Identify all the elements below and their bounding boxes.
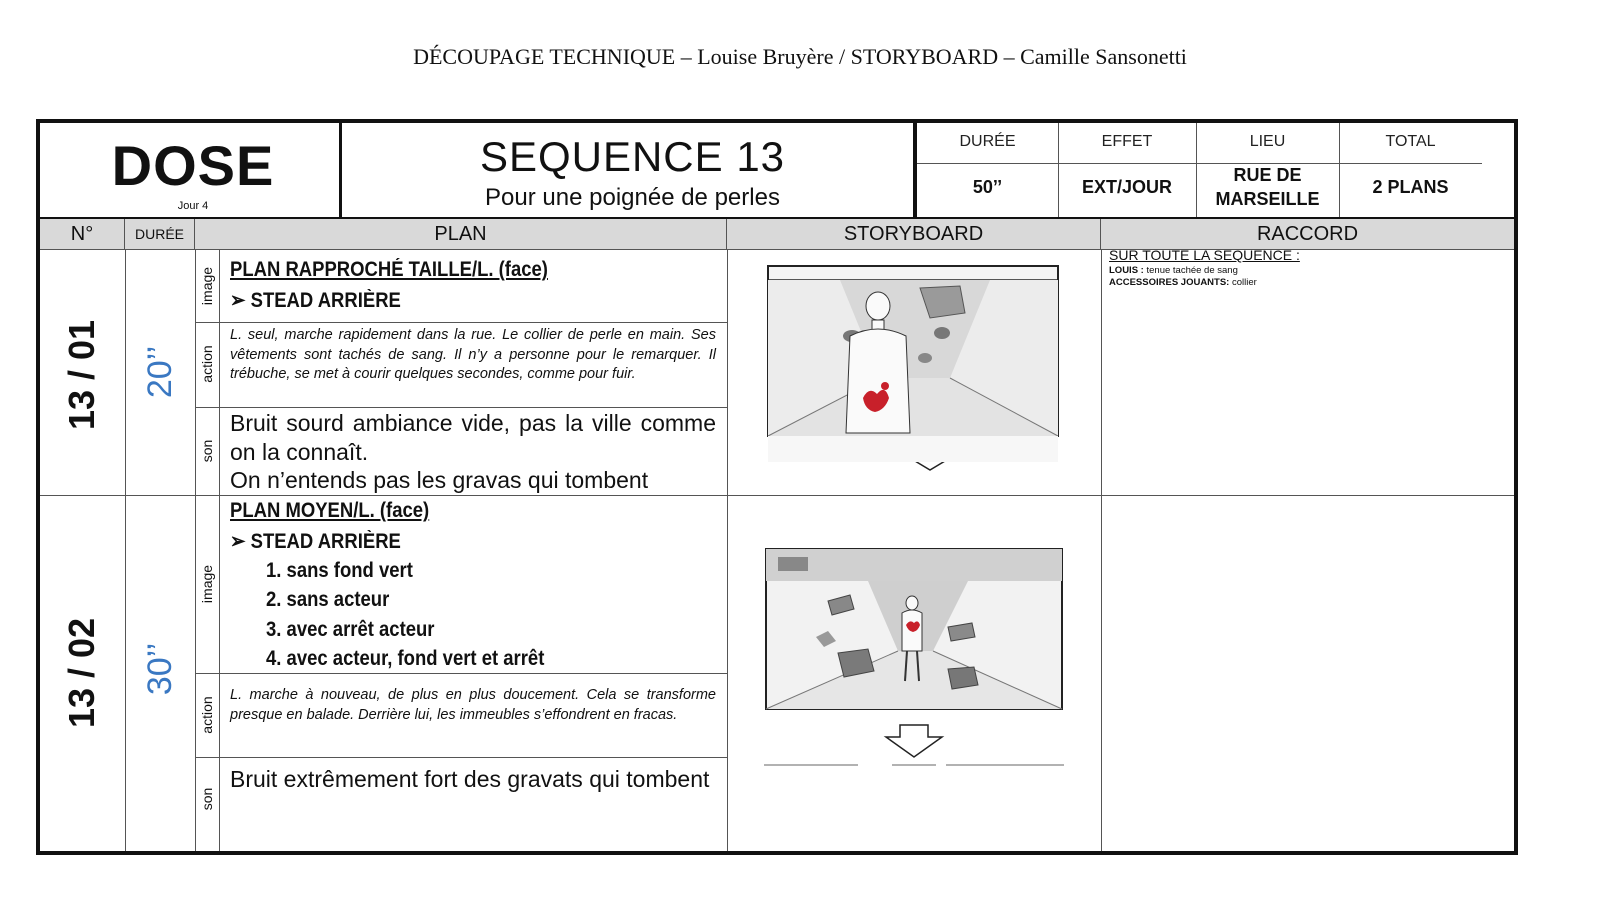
plan-line: 3. avec arrêt acteur xyxy=(266,618,435,641)
meta-value-lieu-1: RUE DE xyxy=(1233,165,1302,185)
raccord-label: ACCESSOIRES JOUANTS: xyxy=(1109,277,1230,288)
plan-title: PLAN RAPPROCHÉ TAILLE/L. (face) xyxy=(230,258,548,281)
side-label-image: image xyxy=(199,564,215,604)
raccord-line-accessoires xyxy=(1109,277,1257,288)
plan-line: 4. avec acteur, fond vert et arrêt xyxy=(266,647,545,670)
shooting-day: Jour 4 xyxy=(177,200,209,212)
col-header-duree: DURÉE xyxy=(125,219,195,250)
meta-label-lieu: LIEU xyxy=(1249,133,1286,150)
col-header-raccord: RACCORD xyxy=(1256,223,1359,245)
grid-line xyxy=(1101,250,1102,851)
raccord-value: collier xyxy=(1229,277,1257,288)
raccord-value: tenue tachée de sang xyxy=(1143,265,1238,276)
side-label-action: action xyxy=(199,696,215,734)
shot-number: 13 / 01 xyxy=(61,319,102,431)
col-header-plan: PLAN xyxy=(195,219,727,250)
meta-value-duree: 50’’ xyxy=(972,177,1003,197)
side-label-image: image xyxy=(199,266,215,306)
film-title: DOSE xyxy=(111,134,275,197)
col-header-storyboard: STORYBOARD xyxy=(727,219,1101,250)
subrow-separator xyxy=(195,673,727,674)
son-text-line2: On n’entends pas les gravas qui tombent xyxy=(230,467,649,493)
plan-line: 1. sans fond vert xyxy=(266,559,413,582)
son-text: Bruit extrêmement fort des gravats qui tombent xyxy=(230,766,710,792)
sequence-title: SEQUENCE 13 xyxy=(479,133,786,180)
shot-duration: 20’’ xyxy=(141,345,179,399)
son-text: Bruit sourd ambiance vide, pas la ville comme on la connaît. xyxy=(230,410,716,465)
shot-duration: 30’’ xyxy=(141,642,179,696)
raccord-label: LOUIS : xyxy=(1109,265,1144,276)
sequence-subtitle: Pour une poignée de perles xyxy=(485,184,780,211)
raccord-title: SUR TOUTE LA SEQUENCE : xyxy=(1109,247,1300,263)
storyboard-sketch-1 xyxy=(760,258,1060,473)
meta-divider xyxy=(917,163,1482,164)
meta-value-lieu-2: MARSEILLE xyxy=(1215,189,1320,209)
subrow-separator xyxy=(195,407,727,408)
plan-line: 2. sans acteur xyxy=(266,588,390,611)
shot-number: 13 / 02 xyxy=(61,617,102,729)
meta-label-total: TOTAL xyxy=(1385,133,1436,150)
plan-line: ➢ STEAD ARRIÈRE xyxy=(230,289,401,312)
grid-line xyxy=(125,250,126,851)
col-header-num: N° xyxy=(40,219,125,250)
subrow-separator xyxy=(195,757,727,758)
meta-value-effet: EXT/JOUR xyxy=(1081,177,1173,197)
subrow-separator xyxy=(195,322,727,323)
column-header-row xyxy=(40,217,1514,250)
plan-title: PLAN MOYEN/L. (face) xyxy=(230,499,430,522)
raccord-line-louis xyxy=(1109,265,1238,276)
row-separator xyxy=(40,495,1514,496)
plan-line: ➢ STEAD ARRIÈRE xyxy=(230,530,401,553)
side-label-son: son xyxy=(199,787,215,811)
meta-label-duree: DURÉE xyxy=(959,133,1016,150)
action-text: L. marche à nouveau, de plus en plus doucement. Cela se transforme presque en balade. Derrière lui, les immeubles s’effondrent en fracas. xyxy=(230,687,716,723)
grid-line xyxy=(219,250,220,851)
grid-line xyxy=(195,250,196,851)
document-header: DÉCOUPAGE TECHNIQUE – Louise Bruyère / STORYBOARD – Camille Sansonetti xyxy=(413,44,1187,69)
storyboard-sketch-2 xyxy=(758,541,1070,776)
side-label-action: action xyxy=(199,345,215,383)
decoupage-sheet xyxy=(36,119,1518,855)
meta-label-effet: EFFET xyxy=(1101,133,1153,150)
grid-line xyxy=(727,250,728,851)
side-label-son: son xyxy=(199,439,215,463)
action-text: L. seul, marche rapidement dans la rue. Le collier de perle en main. Ses vêtements sont tachés de sang. Il n’y a personne pour le remarquer. Il trébuche, se met à courir quelques secondes, comme pour fuir. xyxy=(230,327,716,382)
meta-value-total: 2 PLANS xyxy=(1372,177,1449,197)
